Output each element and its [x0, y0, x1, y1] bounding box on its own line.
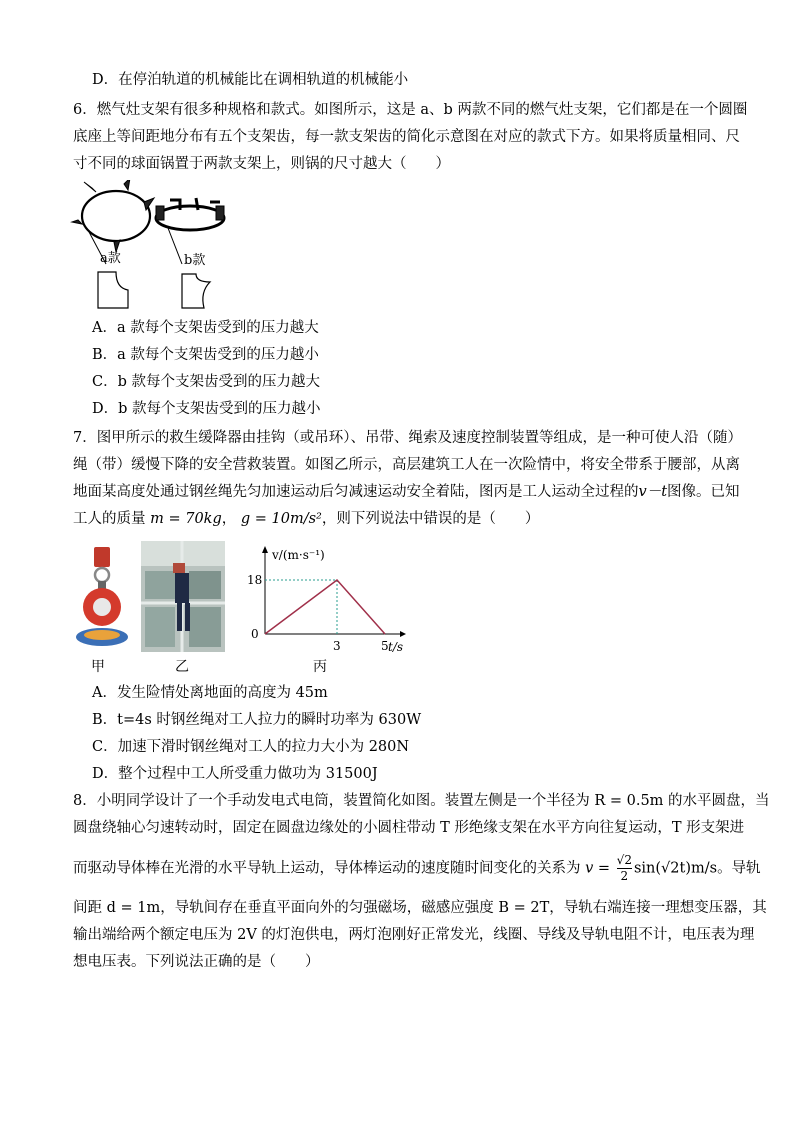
velocity-time-chart: [240, 543, 410, 655]
y-axis-arrow: [262, 546, 268, 553]
fraction-denominator: 2: [620, 869, 629, 883]
fig-label-bing: 丙: [313, 659, 327, 675]
q8-line3: 而驱动导体棒在光滑的水平导轨上运动，导体棒运动的速度随时间变化的关系为 v = $\frac{√2}{2}$ sin(√2t)m/s。导轨: [73, 853, 761, 883]
q8-line5: 输出端给两个额定电压为 2V 的灯泡供电，两灯泡刚好正常发光，线圈、导线及导轨电阻不计，电压表为理: [73, 927, 755, 943]
q7-stem-line3: 地面某高度处通过钢丝绳先匀加速运动后匀减速运动安全着陆，图丙是工人运动全过程的v－t图像。已知: [73, 484, 740, 500]
q7-stem-line2: 绳（带）缓慢下降的安全营救装置。如图乙所示，高层建筑工人在一次险情中，将安全带系于腰部，从离: [73, 457, 740, 473]
origin-label: 0: [251, 627, 259, 641]
q7-option-c: C．加速下滑时钢丝绳对工人的拉力大小为 280N: [92, 739, 410, 755]
gas-stove-bracket-figure: [70, 180, 240, 315]
tooth-a-shape: [98, 272, 128, 308]
fraction-numerator: √2: [616, 853, 632, 867]
q7-option-b: B．t=4s 时钢丝绳对工人拉力的瞬时功率为 630W: [92, 712, 422, 728]
x-axis-arrow: [400, 631, 406, 637]
tooth-b-shape: [182, 274, 210, 308]
q6-option-d: D．b 款每个支架齿受到的压力越小: [92, 401, 321, 417]
y-axis-label: v/(m·s⁻¹): [272, 548, 325, 562]
q6-option-a: A．a 款每个支架齿受到的压力越大: [92, 320, 319, 336]
q8-line2: 圆盘绕轴心匀速转动时，固定在圆盘边缘处的小圆柱带动 T 形绝缘支架在水平方向往复运动，T 形支架进: [73, 820, 745, 836]
q6-option-b: B．a 款每个支架齿受到的压力越小: [92, 347, 319, 363]
q6-stem-line3: 寸不同的球面锅置于两款支架上，则锅的尺寸越大（ ）: [73, 156, 450, 172]
q7-stem-line4: 工人的质量 m = 70kg， g = 10m/s²，则下列说法中错误的是（ ）: [73, 511, 540, 527]
q6-stem-line2: 底座上等间距地分布有五个支架齿，每一款支架齿的简化示意图在对应的款式下方。如果将质量相同、尺: [73, 129, 740, 145]
fig-label-yi: 乙: [175, 659, 189, 675]
q6-option-c: C．b 款每个支架齿受到的压力越大: [92, 374, 320, 390]
fig-label-jia: 甲: [91, 659, 105, 675]
bracket-a-label: a款: [100, 251, 121, 266]
q5-option-d: D．在停泊轨道的机械能比在调相轨道的机械能小: [92, 72, 409, 88]
velocity-series-line: [265, 580, 385, 634]
q8-line4: 间距 d = 1m，导轨间存在垂直平面向外的匀强磁场，磁感应强度 B = 2T，导轨右端连接一理想变压器，其: [73, 900, 767, 916]
q7-option-a: A．发生险情处离地面的高度为 45m: [92, 685, 328, 701]
q6-stem-line1: 6．燃气灶支架有很多种规格和款式。如图所示，这是 a、b 两款不同的燃气灶支架，它们都是在一个圆圈: [73, 102, 748, 118]
q7-stem-line1: 7．图甲所示的救生缓降器由挂钩（或吊环）、吊带、绳索及速度控制装置等组成，是一种可使人沿（随）: [73, 430, 742, 446]
x-tick-label-3: 3: [333, 639, 341, 653]
q8-line1: 8．小明同学设计了一个手动发电式电筒，装置简化如图。装置左侧是一个半径为 R = 0.5m 的水平圆盘，当: [73, 793, 770, 809]
worker-descending-photo: [141, 541, 225, 652]
bracket-b-label: b款: [184, 253, 206, 268]
rescue-device-image: [72, 545, 132, 653]
q8-line6: 想电压表。下列说法正确的是（ ）: [73, 954, 320, 970]
y-tick-label-18: 18: [247, 573, 263, 587]
x-axis-label: t/s: [388, 640, 404, 654]
q7-option-d: D．整个过程中工人所受重力做功为 31500J: [92, 766, 378, 782]
x-tick-label-5: 5: [381, 639, 389, 653]
